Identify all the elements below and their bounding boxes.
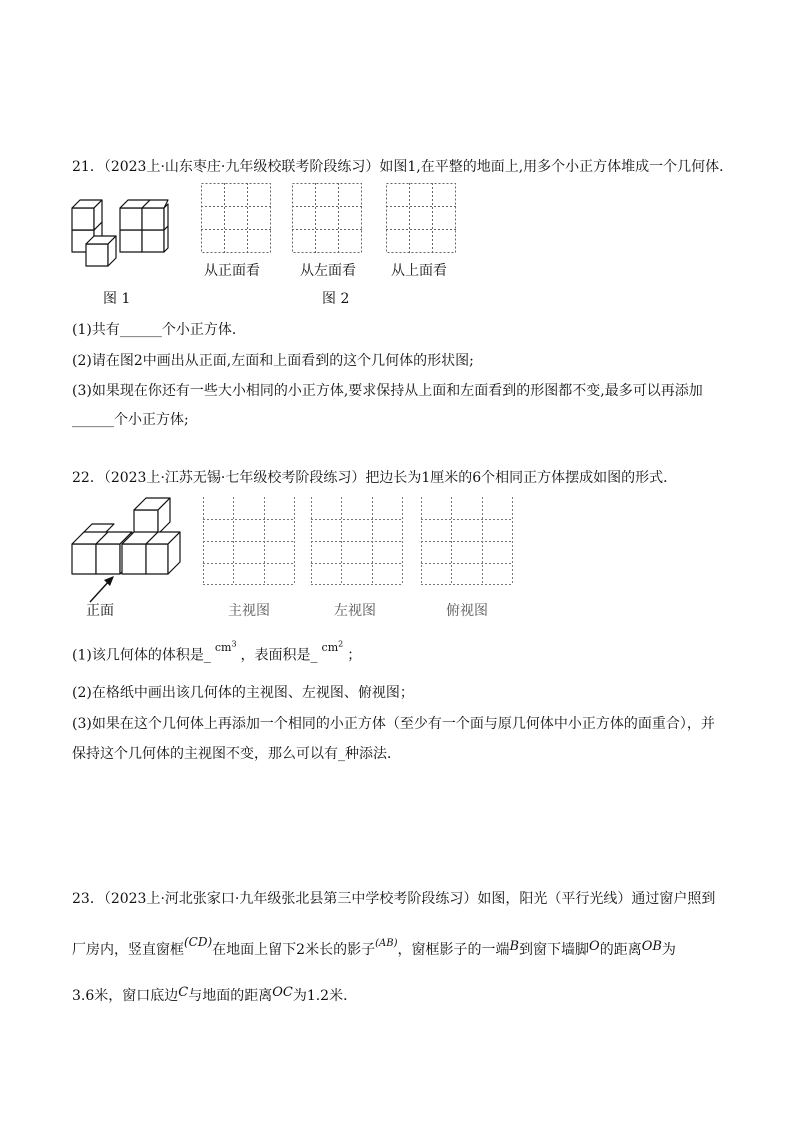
q22-sub3-line1: (3)如果在这个几何体上再添加一个相同的小正方体（至少有一个面与原几何体中小正方体的面重合），并 (72, 716, 715, 732)
q22-sub1: (1)该几何体的体积是_$^{cm^3}$，表面积是_$^{cm^2}$； (72, 639, 362, 664)
q23-line2: 厂房内，竖直窗框(CD)在地面上留下2米长的影子$^{(AB)}$，窗框影子的一端B到窗下墙脚O的距离OB为 (72, 935, 676, 958)
q23-line1: 23．（2023上·河北张家口·九年级张北县第三中学校考阶段练习）如图，阳光（平行光线）通过窗户照到 (72, 891, 716, 907)
q21-grid-left[interactable] (292, 183, 362, 253)
q22-sub3-line2: 保持这个几何体的主视图不变，那么可以有_种添法． (72, 746, 401, 762)
fig1-label: 图 1 (103, 291, 131, 307)
q21-cube-figure (70, 192, 170, 270)
grid-label-top: 从上面看 (391, 263, 447, 279)
grid-label-main: 主视图 (228, 603, 270, 619)
grid-label-top-view: 俯视图 (446, 603, 488, 619)
grid-label-left-view: 左视图 (334, 603, 376, 619)
q22-stem: 22．（2023上·江苏无锡·七年级校考阶段练习）把边长为1厘米的6个相同正方体摆成如图的形式． (72, 470, 678, 486)
q21-stem: 21．（2023上·山东枣庄·九年级校联考阶段练习）如图1,在平整的地面上,用多个小正方体堆成一个几何体． (72, 159, 734, 175)
q23-line3: 3.6米，窗口底边C与地面的距离OC为1.2米． (72, 985, 358, 1004)
q21-grid-front[interactable] (201, 183, 271, 253)
q21-grid-top[interactable] (386, 183, 456, 253)
q21-sub2: (2)请在图2中画出从正面,左面和上面看到的这个几何体的形状图; (72, 353, 474, 369)
q21-sub3-line2: ______个小正方体; (72, 412, 189, 428)
q22-grid-main[interactable] (203, 497, 295, 585)
q22-grid-left[interactable] (311, 497, 403, 585)
q21-sub1: (1)共有______个小正方体． (72, 322, 246, 338)
q22-sub2: (2)在格纸中画出该几何体的主视图、左视图、俯视图； (72, 685, 414, 701)
front-label: 正面 (86, 603, 114, 619)
q22-grid-top[interactable] (421, 497, 513, 585)
q21-sub3-line1: (3)如果现在你还有一些大小相同的小正方体,要求保持从上面和左面看到的形图都不变,最多可以再添加 (72, 383, 703, 399)
fig2-label: 图 2 (322, 291, 350, 307)
grid-label-front: 从正面看 (204, 263, 260, 279)
grid-label-left: 从左面看 (300, 263, 356, 279)
q22-cube-figure (70, 496, 185, 604)
